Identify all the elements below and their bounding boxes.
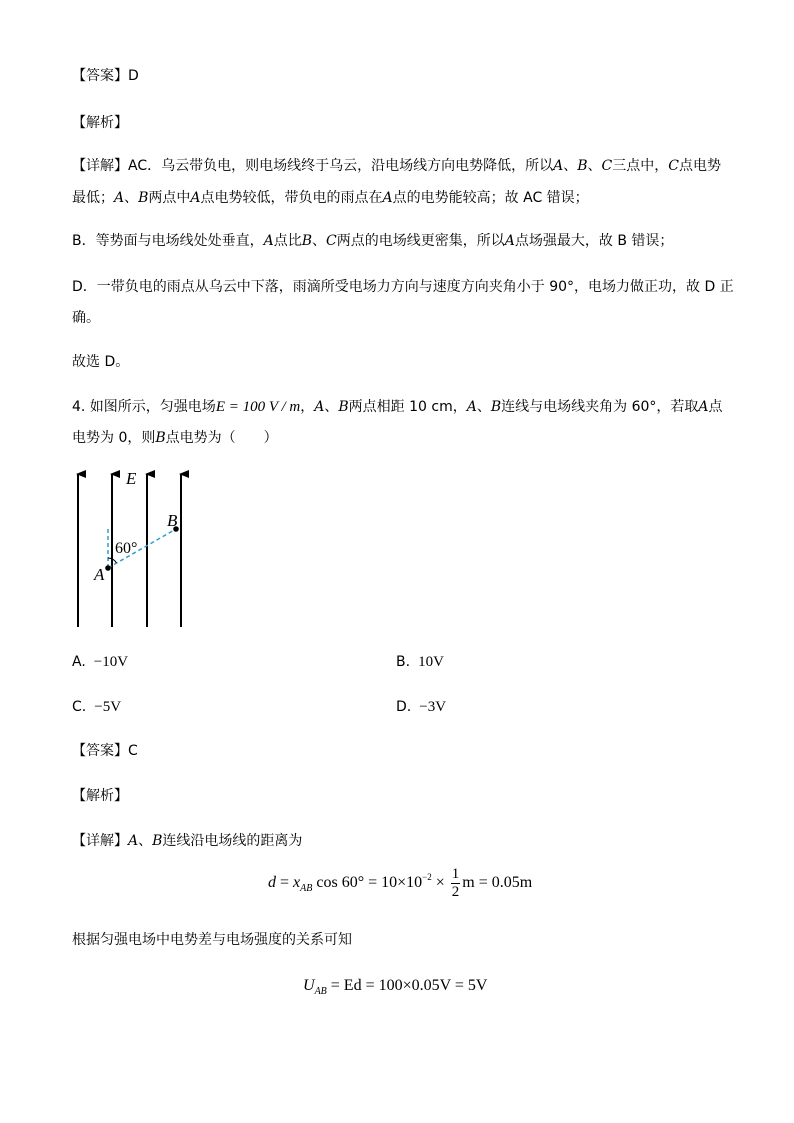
point-label-a: A (94, 565, 105, 584)
text: 、 (563, 158, 578, 174)
eq-subscript: AB (300, 883, 313, 895)
option-letter: C. (72, 699, 87, 715)
point-label: A (128, 833, 139, 849)
detail-line-2 (72, 188, 589, 208)
text: 三点中， (612, 158, 669, 174)
text: 、 (138, 833, 153, 849)
eq-symbol: d (268, 874, 276, 892)
option-value: −5V (94, 699, 122, 715)
option-letter: D. (396, 699, 412, 715)
option-value: −3V (419, 699, 447, 715)
text: 【详解】 (72, 833, 128, 849)
analysis-label: 【解析】 (72, 788, 128, 804)
option-b[interactable] (396, 652, 444, 672)
text: 连线沿电场线的距离为 (162, 833, 303, 849)
option-value: 10V (418, 654, 444, 670)
text: 两点相距 10 cm， (348, 399, 467, 415)
point-label-b: B (167, 511, 178, 530)
answer-label-prev: 【答案】D (72, 68, 139, 84)
distance-equation (268, 866, 532, 901)
option-c[interactable] (72, 697, 121, 717)
point-label: B (577, 158, 588, 174)
question-line-2 (72, 428, 278, 448)
text: 点 (708, 399, 723, 415)
answer-label: 【答案】C (72, 743, 138, 759)
point-label: A (466, 399, 477, 415)
text: 最低； (72, 190, 114, 206)
eq-fraction (451, 866, 461, 901)
text: 两点中 (148, 190, 191, 206)
eq-text: = (276, 874, 294, 892)
analysis-label-prev: 【解析】 (72, 115, 128, 131)
text: B．等势面与电场线处处垂直， (72, 233, 264, 249)
choose-line: 故选 D。 (72, 354, 130, 370)
text: 电势为 0，则 (72, 430, 156, 446)
text: 点场强最大，故 B 错误； (514, 233, 674, 249)
eq-text: m = 0.05m (462, 874, 533, 892)
point-label: A (190, 190, 201, 206)
option-letter: A. (72, 654, 86, 670)
point-label: B (338, 399, 349, 415)
eq-text: × (431, 874, 449, 892)
option-d[interactable] (396, 697, 446, 717)
relation-line: 根据匀强电场中电势差与电场强度的关系可知 (72, 932, 352, 948)
text: ， (300, 399, 315, 415)
point-label: C (601, 158, 613, 174)
text: 点比 (273, 233, 302, 249)
point-label: B (155, 430, 166, 446)
point-label: A (114, 190, 125, 206)
point-label: A (314, 399, 325, 415)
point-label: A (263, 233, 274, 249)
point-label: A (553, 158, 564, 174)
text: 点电势较低，带负电的雨点在 (200, 190, 383, 206)
point-label: B (301, 233, 313, 249)
eq-text: cos 60° = 10×10 (312, 874, 423, 892)
text: 点的电势能较高；故 AC 错误； (392, 190, 589, 206)
eq-symbol: x (293, 874, 301, 892)
text: 、 (124, 190, 139, 206)
eq-symbol: U (303, 977, 315, 994)
option-a[interactable] (72, 652, 128, 672)
question-line-1 (72, 397, 723, 417)
text: 点电势为（ ） (165, 430, 278, 446)
point-label: B (138, 190, 149, 206)
text: 4. 如图所示，匀强电场 (72, 399, 216, 415)
eq-text: = Ed = 100×0.05V = 5V (326, 977, 488, 994)
text: 【详解】AC．乌云带负电，则电场线终于乌云，沿电场线方向电势降低，所以 (72, 158, 554, 174)
text: 两点的电场线更密集，所以 (336, 233, 505, 249)
detail-line-5: 确。 (72, 310, 100, 326)
eq-exponent: −2 (422, 872, 432, 883)
point-label: A (504, 233, 515, 249)
text: 连线与电场线夹角为 60°，若取 (501, 399, 699, 415)
fraction-denominator: 2 (451, 884, 460, 900)
fraction-numerator: 1 (451, 866, 460, 882)
point-label: B (490, 399, 502, 415)
detail-line-4: D．一带负电的雨点从乌云中下落，雨滴所受电场力方向与速度方向夹角小于 90°，电场力做正功，故 D 正 (72, 279, 734, 295)
option-value: −10V (93, 654, 129, 670)
field-label-e: E (126, 469, 137, 488)
text: 点电势 (678, 158, 721, 174)
potential-difference-equation (303, 977, 487, 997)
text: 、 (312, 233, 327, 249)
text: 、 (324, 399, 339, 415)
eq-subscript: AB (314, 986, 327, 997)
detail-line-1 (72, 156, 721, 176)
field-equation: E = 100 V / m (215, 399, 301, 415)
angle-label: 60° (115, 540, 138, 557)
point-label: A (382, 190, 393, 206)
point-label: C (326, 233, 337, 249)
point-label: B (152, 833, 163, 849)
point-a-dot (105, 565, 111, 571)
detail-line (72, 831, 302, 851)
text: 、 (476, 399, 491, 415)
detail-line-3 (72, 231, 673, 251)
electric-field-diagram (60, 462, 200, 632)
point-label: C (668, 158, 679, 174)
text: 、 (587, 158, 602, 174)
option-letter: B. (396, 654, 411, 670)
point-label: A (698, 399, 709, 415)
